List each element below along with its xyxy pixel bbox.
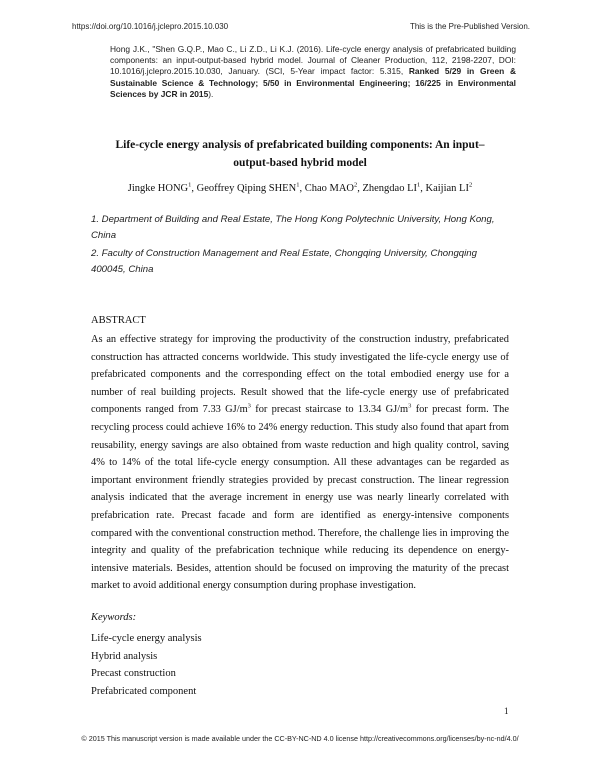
version-note: This is the Pre-Published Version. <box>409 22 530 31</box>
author-affil: 2 <box>353 181 358 188</box>
author-name: Geoffrey Qiping SHEN <box>196 182 297 194</box>
author <box>426 183 473 194</box>
superscript: 3 <box>247 402 251 410</box>
title-line-2: output-based hybrid model <box>233 157 367 169</box>
superscript: 3 <box>408 402 412 410</box>
author-name: Kaijian LI <box>425 182 469 194</box>
author-sep: , <box>357 182 363 194</box>
title-line-1: Life-cycle energy analysis of prefabricated building components: An input– <box>115 139 485 151</box>
author-affil: 2 <box>468 181 473 188</box>
citation-end: ). <box>208 88 214 99</box>
author-sep: , <box>191 182 197 194</box>
author-sep: , <box>299 182 305 194</box>
citation-text: Hong J.K., "Shen G.Q.P., Mao C., Li Z.D., Li K.J. (2016). Life-cycle energy analysis of prefabricated building components: an input-output-based hybrid model. Journal of Cleaner Production, 112, 2198-2207, DOI: 10.1016/j.jclepro.2015.10.030, January. (SCI, 5-Year impact factor: 5.315, <box>110 44 516 77</box>
author-affil: 1 <box>417 181 421 188</box>
affiliation-2: 2. Faculty of Construction Management and Real Estate, Chongqing University, Chongqing 400045, China <box>91 248 477 275</box>
author <box>305 183 363 194</box>
page-number: 1 <box>504 706 509 716</box>
paper-title <box>100 136 500 172</box>
abstract-body <box>91 331 509 595</box>
keyword-item: Life-cycle energy analysis <box>91 633 202 644</box>
doi-link[interactable]: https://doi.org/10.1016/j.jclepro.2015.10.030 <box>72 22 229 31</box>
author <box>197 183 305 194</box>
citation-ranking: Ranked 5/29 in Green & Sustainable Science & Technology; 5/50 in Environmental Engineering; 16/225 in Environmental Sciences by JCR in 2015 <box>110 66 516 99</box>
keyword-item: Precast construction <box>91 668 176 680</box>
author-affil: 1 <box>188 181 192 188</box>
author-name: Chao MAO <box>304 182 354 194</box>
keywords-heading: Keywords: <box>91 612 137 623</box>
citation-block <box>110 44 516 100</box>
author-name: Zhengdao LI <box>362 182 418 194</box>
keyword-item: Prefabricated component <box>91 685 197 697</box>
keyword-item: Hybrid analysis <box>91 650 158 662</box>
abstract-text: As an effective strategy for improving the productivity of the construction industry, prefabricated construction has attracted concerns worldwide. This study investigated the life-cycle energy use of prefabricated components and the corresponding effect on the total embodied energy use for a number of real building projects. Result showed that the life-cycle energy use of prefabricated components ranged from 7.33 GJ/m <box>91 334 509 416</box>
author-sep: , <box>420 182 426 194</box>
abstract-text: for precast form. The recycling process could achieve 16% to 24% energy reduction. This study also found that apart from reusability, energy savings are also obtained from waste reduction and high quality control, saving 4% to 14% of the total life-cycle energy consumption. All these advantages can be regarded as important environment friendly strategies provided by precast construction. The linear regression analysis indicated that the average increment in energy use was nearly linearly correlated with prefabrication rate. Precast facade and form are identified as energy-intensive components compared with the conventional construction method. Therefore, the challenge lies in improving the integrity and quality of the prefabrication technique while reducing its dependence on energy-intensive materials. Besides, attention should be focused on improving the maturity of the precast market to avoid additional energy consumption during prophase investigation. <box>91 404 510 592</box>
author <box>128 183 197 194</box>
abstract-heading: ABSTRACT <box>91 315 146 326</box>
keywords-list <box>91 630 202 700</box>
abstract-text: for precast staircase to 13.34 GJ/m <box>250 404 409 416</box>
author-list <box>60 178 540 196</box>
author-name: Jingke HONG <box>127 182 189 194</box>
affiliation-1: 1. Department of Building and Real Estate, The Hong Kong Polytechnic University, Hong Kong, China <box>91 214 495 241</box>
license-footer: © 2015 This manuscript version is made available under the CC-BY-NC-ND 4.0 license http://creativecommons.org/licenses/by-nc-nd/4.0/ <box>81 734 519 743</box>
author-affil: 1 <box>296 181 300 188</box>
author <box>362 183 425 194</box>
